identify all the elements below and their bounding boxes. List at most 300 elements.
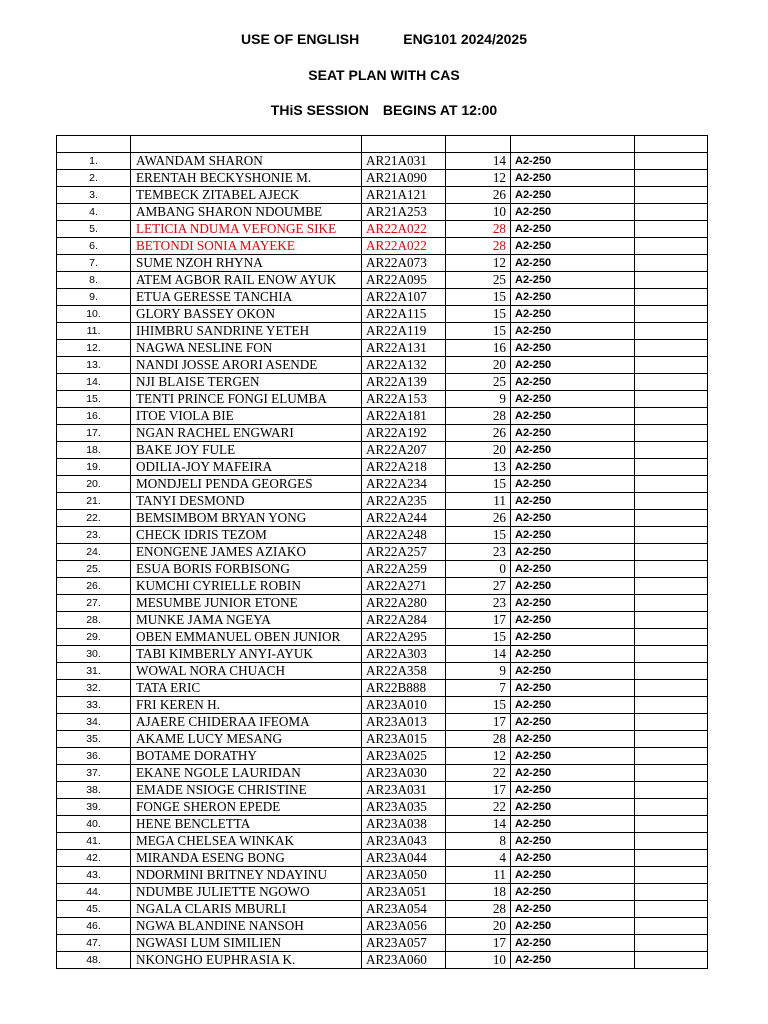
ca-mark: 11 [446,867,511,884]
table-row [57,629,708,646]
student-name: ITOE VIOLA BIE [131,408,362,425]
matricule: AR23A044 [362,850,446,867]
table-row [57,374,708,391]
seat-number: 18. [57,442,131,459]
matricule: AR22A022 [362,221,446,238]
student-name: NKONGHO EUPHRASIA K. [131,952,362,969]
course-heading [0,31,768,47]
student-name: NGWASI LUM SIMILIEN [131,935,362,952]
seat-number: 46. [57,918,131,935]
table-row [57,595,708,612]
matricule: AR23A031 [362,782,446,799]
exam-hall: A2-250 [511,748,635,765]
matricule: AR23A043 [362,833,446,850]
table-row [57,425,708,442]
exam-hall: A2-250 [511,850,635,867]
seat-number: 17. [57,425,131,442]
seat-number: 28. [57,612,131,629]
matricule: AR23A015 [362,731,446,748]
student-name: AWANDAM SHARON [131,153,362,170]
table-row [57,459,708,476]
seat-number: 37. [57,765,131,782]
exam-hall: A2-250 [511,629,635,646]
matricule: AR22A022 [362,238,446,255]
seat-number: 33. [57,697,131,714]
exam-hall: A2-250 [511,578,635,595]
exam-hall: A2-250 [511,935,635,952]
ca-mark: 22 [446,765,511,782]
matricule: AR22A295 [362,629,446,646]
matricule: AR22A244 [362,510,446,527]
table-blank-row [57,136,708,153]
seat-number: 10. [57,306,131,323]
student-name: SUME NZOH RHYNA [131,255,362,272]
table-row [57,510,708,527]
table-row [57,323,708,340]
table-row [57,850,708,867]
exam-hall: A2-250 [511,476,635,493]
table-row [57,782,708,799]
seat-number: 30. [57,646,131,663]
seat-number: 11. [57,323,131,340]
exam-hall: A2-250 [511,901,635,918]
empty-cell [635,306,708,323]
empty-cell [635,442,708,459]
ca-mark: 8 [446,833,511,850]
student-name: NGWA BLANDINE NANSOH [131,918,362,935]
table-row [57,544,708,561]
seat-number: 14. [57,374,131,391]
table-row [57,867,708,884]
matricule: AR23A013 [362,714,446,731]
matricule: AR22A218 [362,459,446,476]
empty-cell [635,289,708,306]
empty-cell [635,493,708,510]
exam-hall: A2-250 [511,493,635,510]
ca-mark: 9 [446,391,511,408]
student-name: TATA ERIC [131,680,362,697]
student-name: EMADE NSIOGE CHRISTINE [131,782,362,799]
seat-number: 4. [57,204,131,221]
ca-mark: 17 [446,782,511,799]
empty-cell [635,612,708,629]
ca-mark: 14 [446,646,511,663]
matricule: AR23A060 [362,952,446,969]
ca-mark: 15 [446,306,511,323]
ca-mark: 12 [446,255,511,272]
seat-number: 6. [57,238,131,255]
matricule: AR23A025 [362,748,446,765]
student-name: TANYI DESMOND [131,493,362,510]
student-name: EKANE NGOLE LAURIDAN [131,765,362,782]
course-code: ENG101 2024/2025 [403,31,527,47]
seat-number: 15. [57,391,131,408]
seat-number: 7. [57,255,131,272]
matricule: AR22A192 [362,425,446,442]
exam-hall: A2-250 [511,527,635,544]
seat-number: 20. [57,476,131,493]
matricule: AR22A358 [362,663,446,680]
empty-cell [635,476,708,493]
seat-number: 22. [57,510,131,527]
ca-mark: 23 [446,595,511,612]
student-name: MONDJELI PENDA GEORGES [131,476,362,493]
ca-mark: 15 [446,323,511,340]
seat-number: 8. [57,272,131,289]
seat-number: 26. [57,578,131,595]
exam-hall: A2-250 [511,884,635,901]
empty-cell [635,595,708,612]
student-name: KUMCHI CYRIELLE ROBIN [131,578,362,595]
table-row [57,680,708,697]
ca-mark: 26 [446,187,511,204]
seat-number: 9. [57,289,131,306]
seat-number: 23. [57,527,131,544]
exam-hall: A2-250 [511,272,635,289]
empty-cell [635,646,708,663]
empty-cell [635,238,708,255]
table-row [57,935,708,952]
empty-cell [635,459,708,476]
matricule: AR23A051 [362,884,446,901]
empty-cell [635,323,708,340]
empty-cell [635,918,708,935]
seat-number: 27. [57,595,131,612]
ca-mark: 15 [446,697,511,714]
seat-number: 43. [57,867,131,884]
ca-mark: 20 [446,918,511,935]
matricule: AR23A054 [362,901,446,918]
empty-cell [635,884,708,901]
seat-number: 24. [57,544,131,561]
empty-cell [635,578,708,595]
seat-number: 16. [57,408,131,425]
empty-cell [635,782,708,799]
table-row [57,476,708,493]
exam-hall: A2-250 [511,391,635,408]
matricule: AR21A121 [362,187,446,204]
student-name: NGAN RACHEL ENGWARI [131,425,362,442]
table-row [57,731,708,748]
ca-mark: 20 [446,357,511,374]
seat-number: 35. [57,731,131,748]
seat-number: 21. [57,493,131,510]
table-row [57,952,708,969]
course-title: USE OF ENGLISH [241,31,360,47]
ca-mark: 0 [446,561,511,578]
empty-cell [635,697,708,714]
empty-cell [635,357,708,374]
student-name: TABI KIMBERLY ANYI-AYUK [131,646,362,663]
student-name: NDORMINI BRITNEY NDAYINU [131,867,362,884]
ca-mark: 16 [446,340,511,357]
empty-cell [635,850,708,867]
exam-hall: A2-250 [511,782,635,799]
matricule: AR22A131 [362,340,446,357]
student-name: GLORY BASSEY OKON [131,306,362,323]
ca-mark: 12 [446,170,511,187]
matricule: AR22A181 [362,408,446,425]
ca-mark: 26 [446,425,511,442]
empty-cell [635,425,708,442]
empty-cell [635,561,708,578]
empty-cell [635,340,708,357]
empty-cell [635,901,708,918]
ca-mark: 25 [446,374,511,391]
table-row [57,289,708,306]
student-name: TEMBECK ZITABEL AJECK [131,187,362,204]
table-row [57,748,708,765]
exam-hall: A2-250 [511,340,635,357]
exam-hall: A2-250 [511,765,635,782]
student-name: AJAERE CHIDERAA IFEOMA [131,714,362,731]
table-row [57,153,708,170]
ca-mark: 12 [446,748,511,765]
exam-hall: A2-250 [511,697,635,714]
exam-hall: A2-250 [511,714,635,731]
table-row [57,663,708,680]
empty-cell [635,714,708,731]
table-row [57,527,708,544]
matricule: AR23A056 [362,918,446,935]
ca-mark: 15 [446,289,511,306]
exam-hall: A2-250 [511,612,635,629]
seat-number: 34. [57,714,131,731]
empty-cell [635,527,708,544]
exam-hall: A2-250 [511,306,635,323]
seat-number: 45. [57,901,131,918]
exam-hall: A2-250 [511,816,635,833]
student-name: NDUMBE JULIETTE NGOWO [131,884,362,901]
matricule: AR22A139 [362,374,446,391]
student-name: IHIMBRU SANDRINE YETEH [131,323,362,340]
matricule: AR22A284 [362,612,446,629]
student-name: ETUA GERESSE TANCHIA [131,289,362,306]
exam-hall: A2-250 [511,544,635,561]
exam-hall: A2-250 [511,833,635,850]
ca-mark: 4 [446,850,511,867]
session-time: BEGINS AT 12:00 [382,102,498,118]
matricule: AR23A030 [362,765,446,782]
exam-hall: A2-250 [511,918,635,935]
table-row [57,170,708,187]
empty-cell [635,510,708,527]
ca-mark: 15 [446,629,511,646]
table-row [57,901,708,918]
exam-hall: A2-250 [511,663,635,680]
ca-mark: 27 [446,578,511,595]
student-name: ODILIA-JOY MAFEIRA [131,459,362,476]
ca-mark: 15 [446,476,511,493]
empty-cell [635,391,708,408]
student-name: BEMSIMBOM BRYAN YONG [131,510,362,527]
seat-number: 44. [57,884,131,901]
empty-cell [635,765,708,782]
ca-mark: 26 [446,510,511,527]
student-name: BOTAME DORATHY [131,748,362,765]
student-name: NAGWA NESLINE FON [131,340,362,357]
matricule: AR22A119 [362,323,446,340]
exam-hall: A2-250 [511,408,635,425]
ca-mark: 28 [446,238,511,255]
table-row [57,714,708,731]
ca-mark: 23 [446,544,511,561]
plan-title: SEAT PLAN WITH CAS [308,67,460,83]
seat-number: 29. [57,629,131,646]
seat-number: 36. [57,748,131,765]
exam-hall: A2-250 [511,170,635,187]
table-row [57,221,708,238]
ca-mark: 20 [446,442,511,459]
student-name: ERENTAH BECKYSHONIE M. [131,170,362,187]
table-row [57,306,708,323]
student-name: NANDI JOSSE ARORI ASENDE [131,357,362,374]
empty-cell [635,153,708,170]
exam-hall: A2-250 [511,187,635,204]
ca-mark: 10 [446,952,511,969]
table-row [57,884,708,901]
table-row [57,833,708,850]
ca-mark: 28 [446,408,511,425]
student-name: ESUA BORIS FORBISONG [131,561,362,578]
exam-hall: A2-250 [511,374,635,391]
matricule: AR22B888 [362,680,446,697]
matricule: AR22A095 [362,272,446,289]
student-name: MIRANDA ESENG BONG [131,850,362,867]
ca-mark: 10 [446,204,511,221]
empty-cell [635,663,708,680]
ca-mark: 28 [446,731,511,748]
student-name: NGALA CLARIS MBURLI [131,901,362,918]
table-row [57,799,708,816]
ca-mark: 9 [446,663,511,680]
table-row [57,238,708,255]
table-row [57,697,708,714]
matricule: AR22A235 [362,493,446,510]
table-row [57,204,708,221]
exam-hall: A2-250 [511,595,635,612]
matricule: AR22A280 [362,595,446,612]
ca-mark: 25 [446,272,511,289]
student-name: MESUMBE JUNIOR ETONE [131,595,362,612]
session-label: THiS SESSION [270,102,369,118]
empty-cell [635,816,708,833]
ca-mark: 18 [446,884,511,901]
table-row [57,578,708,595]
seat-number: 41. [57,833,131,850]
exam-hall: A2-250 [511,561,635,578]
matricule: AR23A050 [362,867,446,884]
seat-number: 42. [57,850,131,867]
student-name: BETONDI SONIA MAYEKE [131,238,362,255]
empty-cell [635,935,708,952]
exam-hall: A2-250 [511,442,635,459]
seat-number: 48. [57,952,131,969]
matricule: AR22A073 [362,255,446,272]
empty-cell [635,731,708,748]
table-row [57,612,708,629]
table-row [57,493,708,510]
ca-mark: 28 [446,221,511,238]
seat-number: 39. [57,799,131,816]
matricule: AR23A057 [362,935,446,952]
table-row [57,255,708,272]
empty-cell [635,629,708,646]
seat-number: 38. [57,782,131,799]
seat-number: 25. [57,561,131,578]
exam-hall: A2-250 [511,357,635,374]
exam-hall: A2-250 [511,646,635,663]
student-name: NJI BLAISE TERGEN [131,374,362,391]
matricule: AR22A259 [362,561,446,578]
empty-cell [635,374,708,391]
student-name: TENTI PRINCE FONGI ELUMBA [131,391,362,408]
student-name: FONGE SHERON EPEDE [131,799,362,816]
seat-number: 3. [57,187,131,204]
matricule: AR22A234 [362,476,446,493]
table-row [57,357,708,374]
seat-plan-table [56,135,708,969]
matricule: AR21A253 [362,204,446,221]
empty-cell [635,680,708,697]
matricule: AR22A132 [362,357,446,374]
table-row [57,816,708,833]
student-name: MUNKE JAMA NGEYA [131,612,362,629]
seat-number: 19. [57,459,131,476]
matricule: AR22A115 [362,306,446,323]
ca-mark: 13 [446,459,511,476]
ca-mark: 11 [446,493,511,510]
table-row [57,918,708,935]
empty-cell [635,833,708,850]
seat-number: 47. [57,935,131,952]
seat-number: 40. [57,816,131,833]
student-name: ATEM AGBOR RAIL ENOW AYUK [131,272,362,289]
exam-hall: A2-250 [511,510,635,527]
seat-number: 5. [57,221,131,238]
matricule: AR23A010 [362,697,446,714]
matricule: AR22A257 [362,544,446,561]
empty-cell [635,170,708,187]
ca-mark: 17 [446,935,511,952]
table-row [57,272,708,289]
matricule: AR22A107 [362,289,446,306]
student-name: FRI KEREN H. [131,697,362,714]
table-row [57,340,708,357]
matricule: AR22A153 [362,391,446,408]
matricule: AR23A035 [362,799,446,816]
matricule: AR21A090 [362,170,446,187]
matricule: AR22A248 [362,527,446,544]
table-row [57,561,708,578]
exam-hall: A2-250 [511,867,635,884]
matricule: AR23A038 [362,816,446,833]
seat-number: 13. [57,357,131,374]
session-heading [0,102,768,118]
empty-cell [635,799,708,816]
student-name: MEGA CHELSEA WINKAK [131,833,362,850]
student-name: BAKE JOY FULE [131,442,362,459]
ca-mark: 14 [446,153,511,170]
ca-mark: 28 [446,901,511,918]
exam-hall: A2-250 [511,238,635,255]
empty-cell [635,408,708,425]
exam-hall: A2-250 [511,459,635,476]
student-name: HENE BENCLETTA [131,816,362,833]
seat-number: 1. [57,153,131,170]
student-name: CHECK IDRIS TEZOM [131,527,362,544]
empty-cell [635,867,708,884]
